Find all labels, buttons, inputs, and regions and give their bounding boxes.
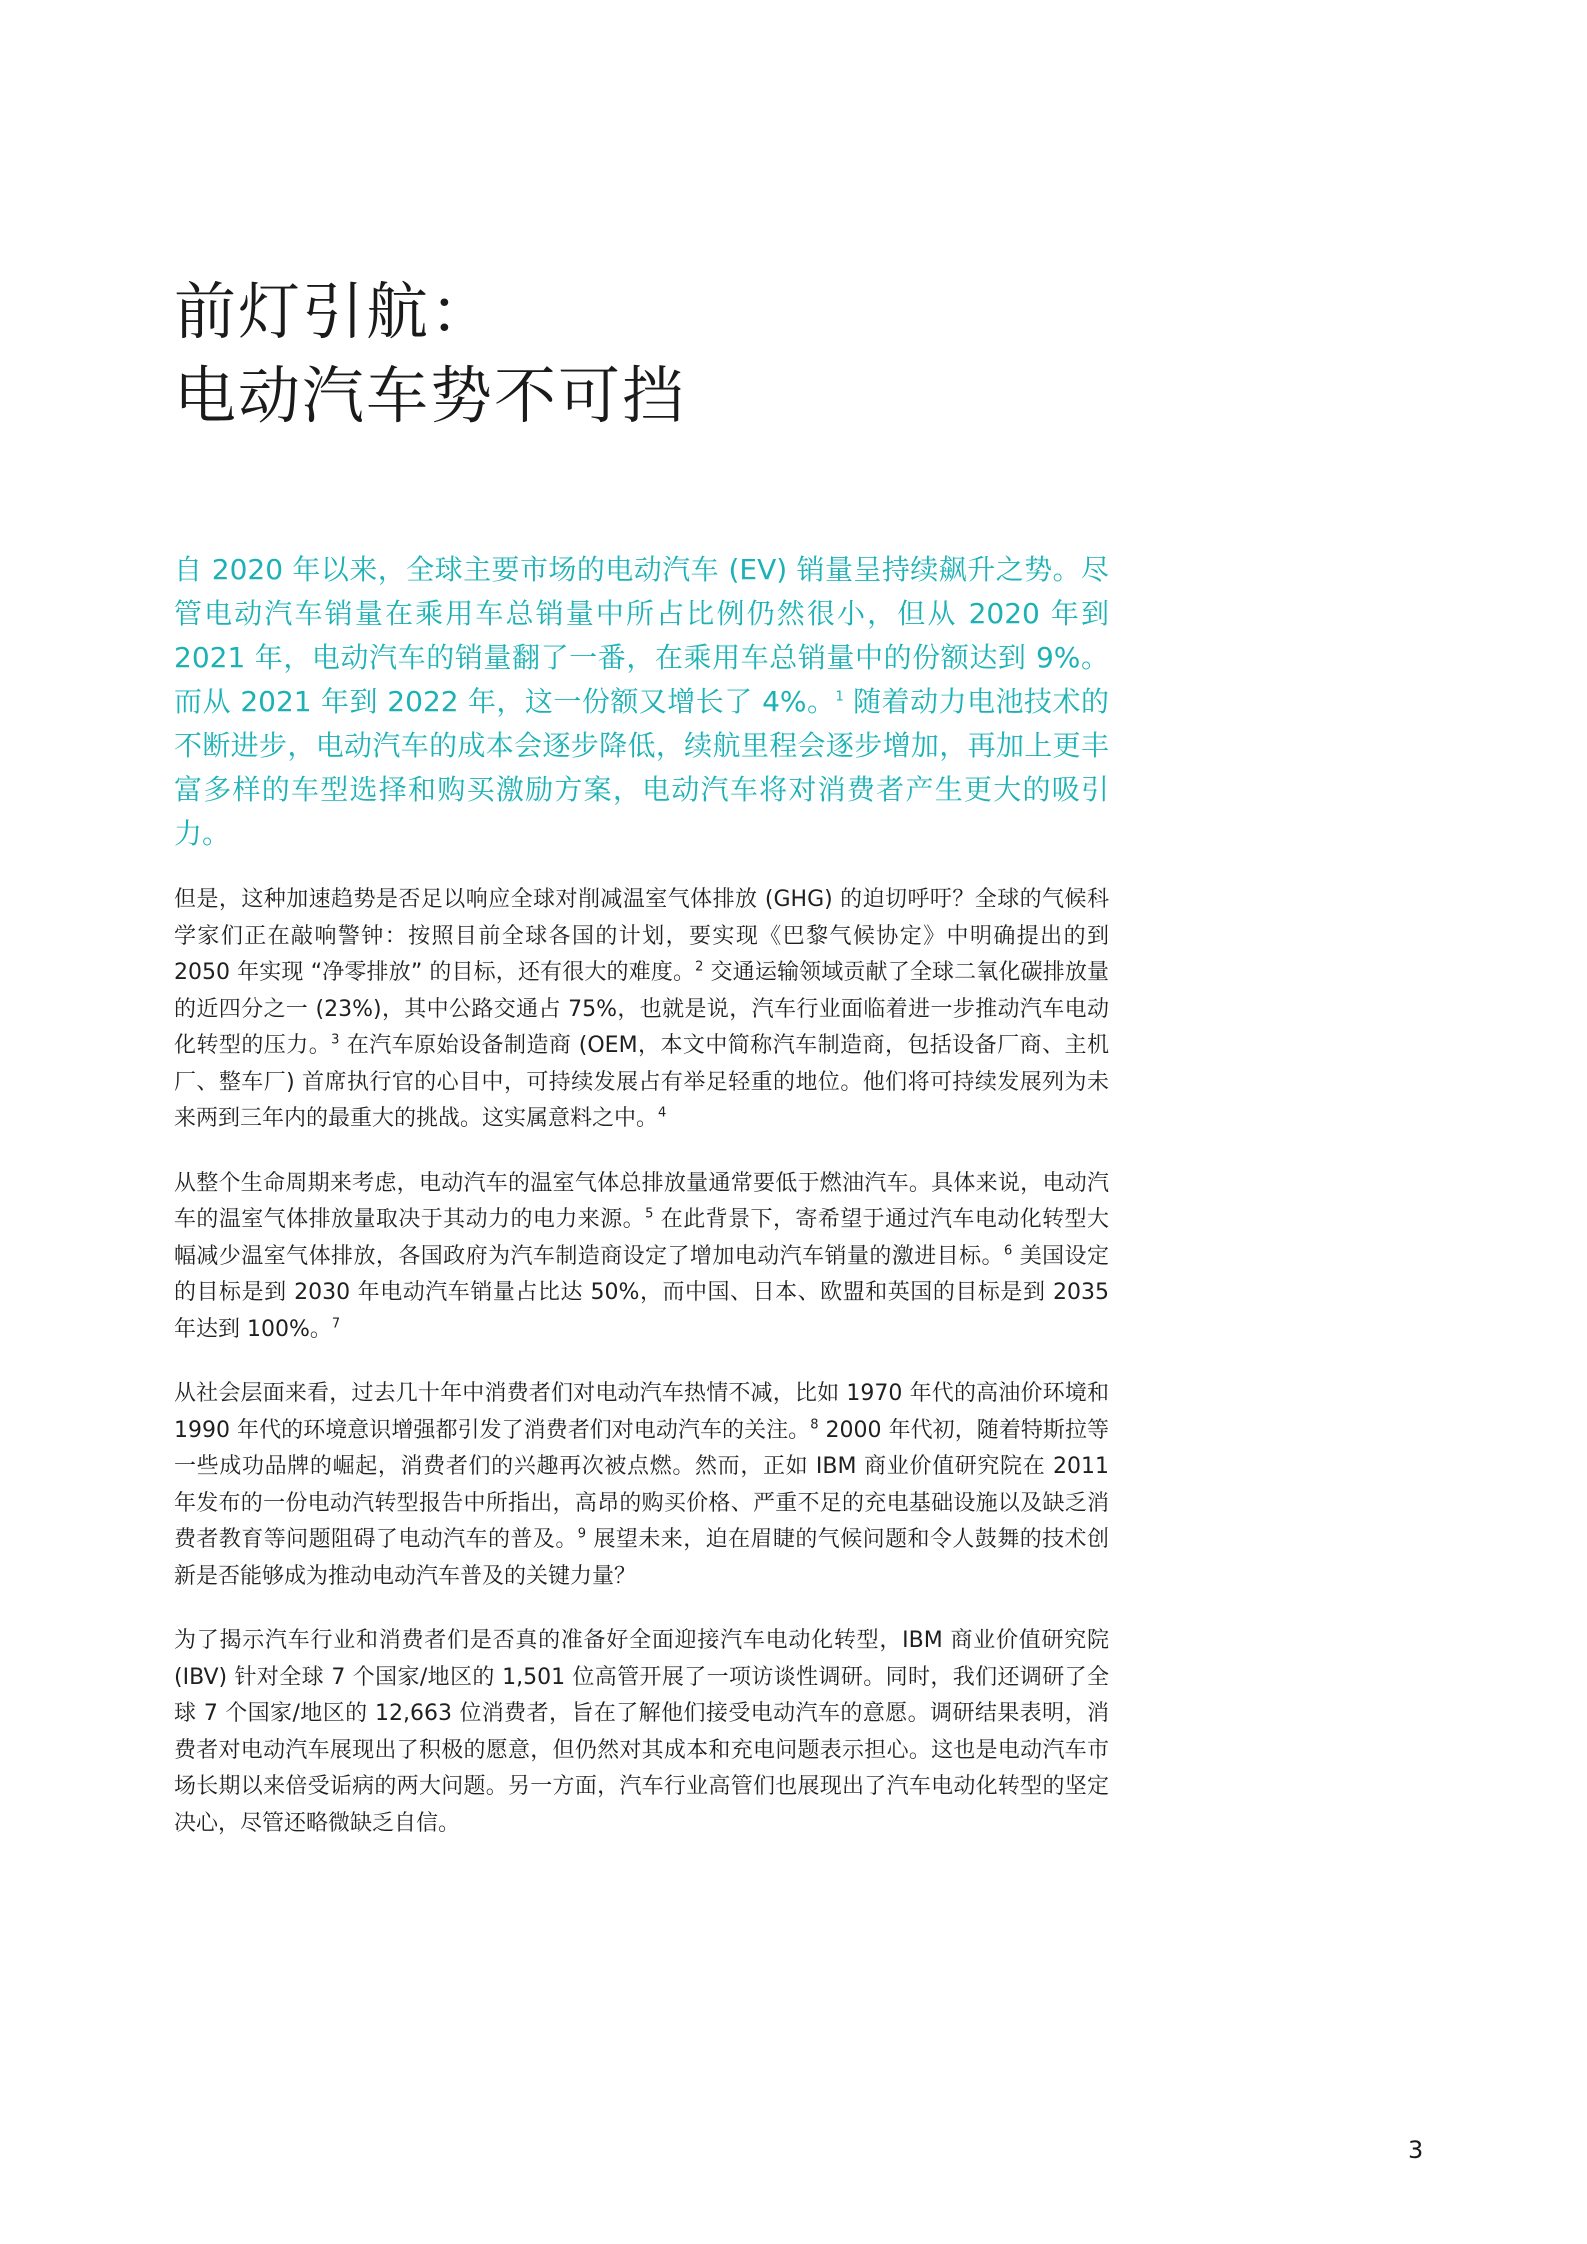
paragraph-text: 在此背景下，寄希望于通过汽车电动化转型大幅减少温室气体排放，各国政府为汽车制造商设定了增加电动汽车销量的激进目标。 — [174, 1207, 1109, 1269]
paragraph-text: 交通运输领域贡献了全球二氧化碳排放量的近四分之一 (23%)，其中公路交通占 75%，也就是说，汽车行业面临着进一步推动汽车电动化转型的压力。 — [174, 960, 1109, 1058]
paragraph-text: 但是，这种加速趋势是否足以响应全球对削减温室气体排放 (GHG) 的迫切呼吁？全球的气候科学家们正在敲响警钟：按照目前全球各国的计划，要实现《巴黎气候协定》中明确提出的到 2050 年实现 “净零排放” 的目标，还有很大的难度。 — [174, 887, 1109, 985]
page-title — [174, 270, 686, 438]
body-paragraph-3 — [174, 1376, 1109, 1595]
paragraph-text: 从社会层面来看，过去几十年中消费者们对电动汽车热情不减，比如 1970 年代的高油价环境和 1990 年代的环境意识增强都引发了消费者们对电动汽车的关注。 — [174, 1381, 1109, 1443]
body-paragraph-1 — [174, 882, 1109, 1138]
paragraph-text: 展望未来，迫在眉睫的气候问题和令人鼓舞的技术创新是否能够成为推动电动汽车普及的关键力量？ — [174, 1527, 1109, 1589]
footnote-ref: 6 — [1003, 1243, 1013, 1259]
footnote-ref: 2 — [695, 959, 704, 975]
footnote-ref: 3 — [331, 1032, 340, 1048]
paragraph-text: 美国设定的目标是到 2030 年电动汽车销量占比达 50%，而中国、日本、欧盟和英国的目标是到 2035 年达到 100%。 — [174, 1243, 1109, 1342]
footnote-ref: 4 — [658, 1105, 667, 1121]
footnote-ref: 8 — [810, 1417, 819, 1433]
paragraph-text: 为了揭示汽车行业和消费者们是否真的准备好全面迎接汽车电动化转型，IBM 商业价值研究院 (IBV) 针对全球 7 个国家/地区的 1,501 位高管开展了一项访谈性调研。同时，我们还调研了全球 7 个国家/地区的 12,663 位消费者，旨在了解他们接受电动汽车的意愿。调研结果表明，消费者对电动汽车展现出了积极的愿意，但仍然对其成本和充电问题表示担心。这也是电动汽车市场长期以来倍受诟病的两大问题。另一方面，汽车行业高管们也展现出了汽车电动化转型的坚定决心，尽管还略微缺乏自信。 — [174, 1628, 1109, 1836]
paragraph-text: 2000 年代初，随着特斯拉等一些成功品牌的崛起，消费者们的兴趣再次被点燃。然而，正如 IBM 商业价值研究院在 2011 年发布的一份电动汽转型报告中所指出，高昂的购买价格、严重不足的充电基础设施以及缺乏消费者教育等问题阻碍了电动汽车的普及。 — [174, 1417, 1109, 1552]
body-paragraph-2 — [174, 1166, 1109, 1349]
footnote-ref: 5 — [645, 1206, 654, 1222]
lead-text-1: 自 2020 年以来，全球主要市场的电动汽车 (EV) 销量呈持续飙升之势。尽管电动汽车销量在乘用车总销量中所占比例仍然很小，但从 2020 年到 2021 年，电动汽车的销量翻了一番，在乘用车总销量中的份额达到 9%。而从 2021 年到 2022 年，这一份额又增长了 4%。 — [174, 553, 1109, 718]
paragraph-text: 从整个生命周期来考虑，电动汽车的温室气体总排放量通常要低于燃油汽车。具体来说，电动汽车的温室气体排放量取决于其动力的电力来源。 — [174, 1170, 1109, 1232]
article-body — [174, 548, 1109, 1870]
page-title-line-1: 前灯引航： — [174, 275, 495, 348]
lead-text-2: 随着动力电池技术的不断进步，电动汽车的成本会逐步降低，续航里程会逐步增加，再加上更丰富多样的车型选择和购买激励方案，电动汽车将对消费者产生更大的吸引力。 — [174, 685, 1109, 850]
page-number: 3 — [1408, 2136, 1424, 2164]
paragraph-text: 在汽车原始设备制造商 (OEM，本文中简称汽车制造商，包括设备厂商、主机厂、整车厂) 首席执行官的心目中，可持续发展占有举足轻重的地位。他们将可持续发展列为未来两到三年内的最重大的挑战。这实属意料之中。 — [174, 1033, 1109, 1131]
lead-paragraph — [174, 548, 1109, 856]
page-title-line-2: 电动汽车势不可挡 — [174, 359, 687, 432]
footnote-ref: 7 — [331, 1316, 341, 1332]
footnote-ref: 1 — [835, 689, 844, 705]
body-paragraph-4 — [174, 1623, 1109, 1842]
footnote-ref: 9 — [577, 1526, 587, 1542]
